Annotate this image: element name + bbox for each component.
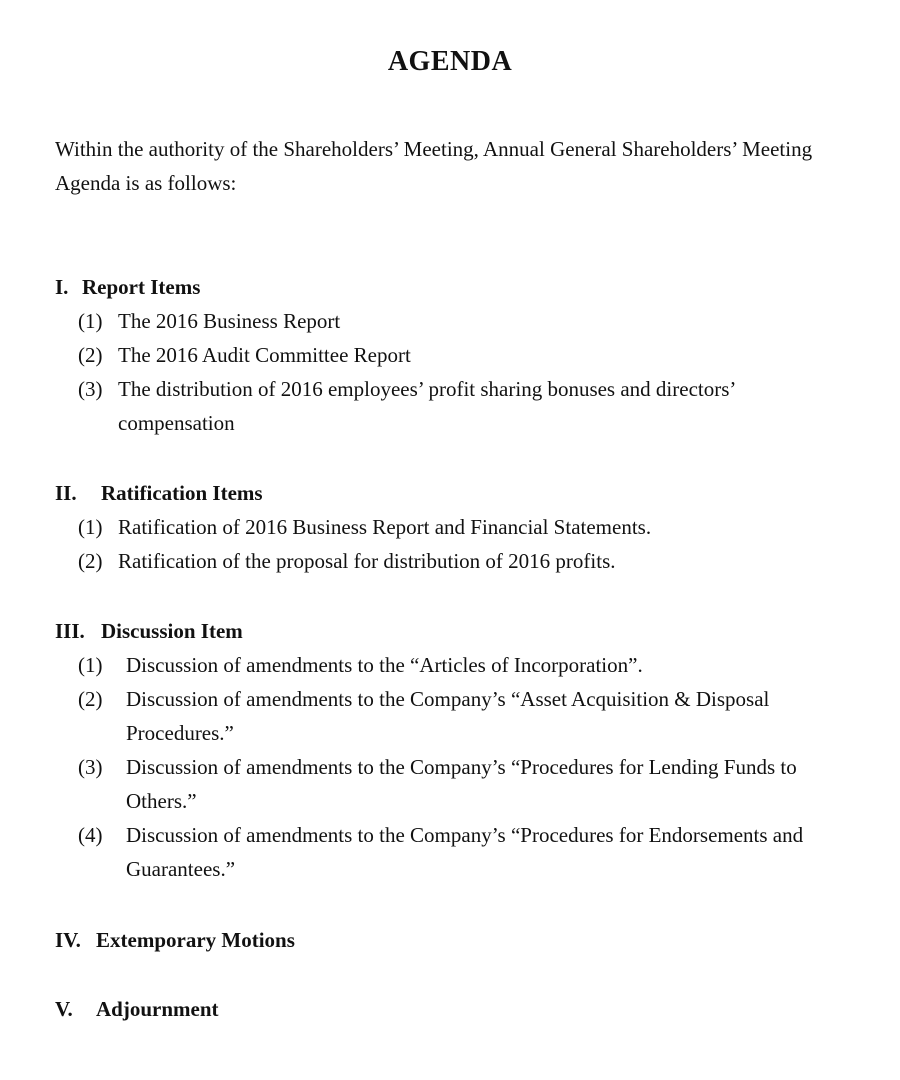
list-item — [55, 544, 855, 578]
section-number: IV. — [55, 928, 81, 952]
section-title: Report Items — [82, 275, 201, 299]
section-title: Extemporary Motions — [96, 928, 295, 952]
section-heading — [55, 923, 855, 957]
item-text: The 2016 Audit Committee Report — [118, 343, 411, 367]
section-extemporary-motions — [55, 923, 855, 957]
section-title: Discussion Item — [101, 619, 243, 643]
section-title: Ratification Items — [101, 481, 263, 505]
item-text: Ratification of the proposal for distribution of 2016 profits. — [118, 549, 616, 573]
section-heading — [55, 270, 855, 304]
section-title: Adjournment — [96, 997, 219, 1021]
section-heading — [55, 476, 855, 510]
list-item — [55, 682, 855, 750]
item-text: Discussion of amendments to the Company’s “Procedures for Lending Funds to Others.” — [126, 755, 797, 813]
item-text: Discussion of amendments to the Company’s “Procedures for Endorsements and Guarantees.” — [126, 823, 804, 881]
item-number: (1) — [78, 515, 103, 539]
item-number: (4) — [78, 823, 103, 847]
intro-paragraph: Within the authority of the Shareholders’ Meeting, Annual General Shareholders’ Meeting Agenda is as follows: — [55, 137, 813, 195]
list-item — [55, 750, 855, 818]
list-item — [55, 510, 855, 544]
section-number: II. — [55, 481, 77, 505]
item-text: The 2016 Business Report — [118, 309, 341, 333]
item-number: (2) — [78, 549, 103, 573]
section-number: III. — [55, 619, 85, 643]
section-ratification-items — [55, 476, 855, 578]
item-number: (3) — [78, 377, 103, 401]
item-text: Discussion of amendments to the “Articles of Incorporation”. — [126, 653, 643, 677]
item-text: Ratification of 2016 Business Report and Financial Statements. — [118, 515, 652, 539]
page-title: AGENDA — [387, 46, 513, 77]
item-text: The distribution of 2016 employees’ profit sharing bonuses and directors’ compensation — [118, 377, 735, 435]
item-number: (1) — [78, 653, 103, 677]
list-item — [55, 304, 855, 338]
section-report-items — [55, 270, 855, 440]
item-number: (1) — [78, 309, 103, 333]
list-item — [55, 818, 855, 886]
section-discussion-item — [55, 614, 855, 886]
item-number: (2) — [78, 343, 103, 367]
item-text: Discussion of amendments to the Company’s “Asset Acquisition & Disposal Procedures.” — [126, 687, 770, 745]
section-heading — [55, 614, 855, 648]
list-item — [55, 338, 855, 372]
list-item — [55, 372, 855, 440]
section-adjournment — [55, 992, 855, 1026]
section-heading — [55, 992, 855, 1026]
section-number: V. — [55, 997, 73, 1021]
item-number: (3) — [78, 755, 103, 779]
list-item — [55, 648, 855, 682]
section-number: I. — [55, 275, 69, 299]
item-number: (2) — [78, 687, 103, 711]
